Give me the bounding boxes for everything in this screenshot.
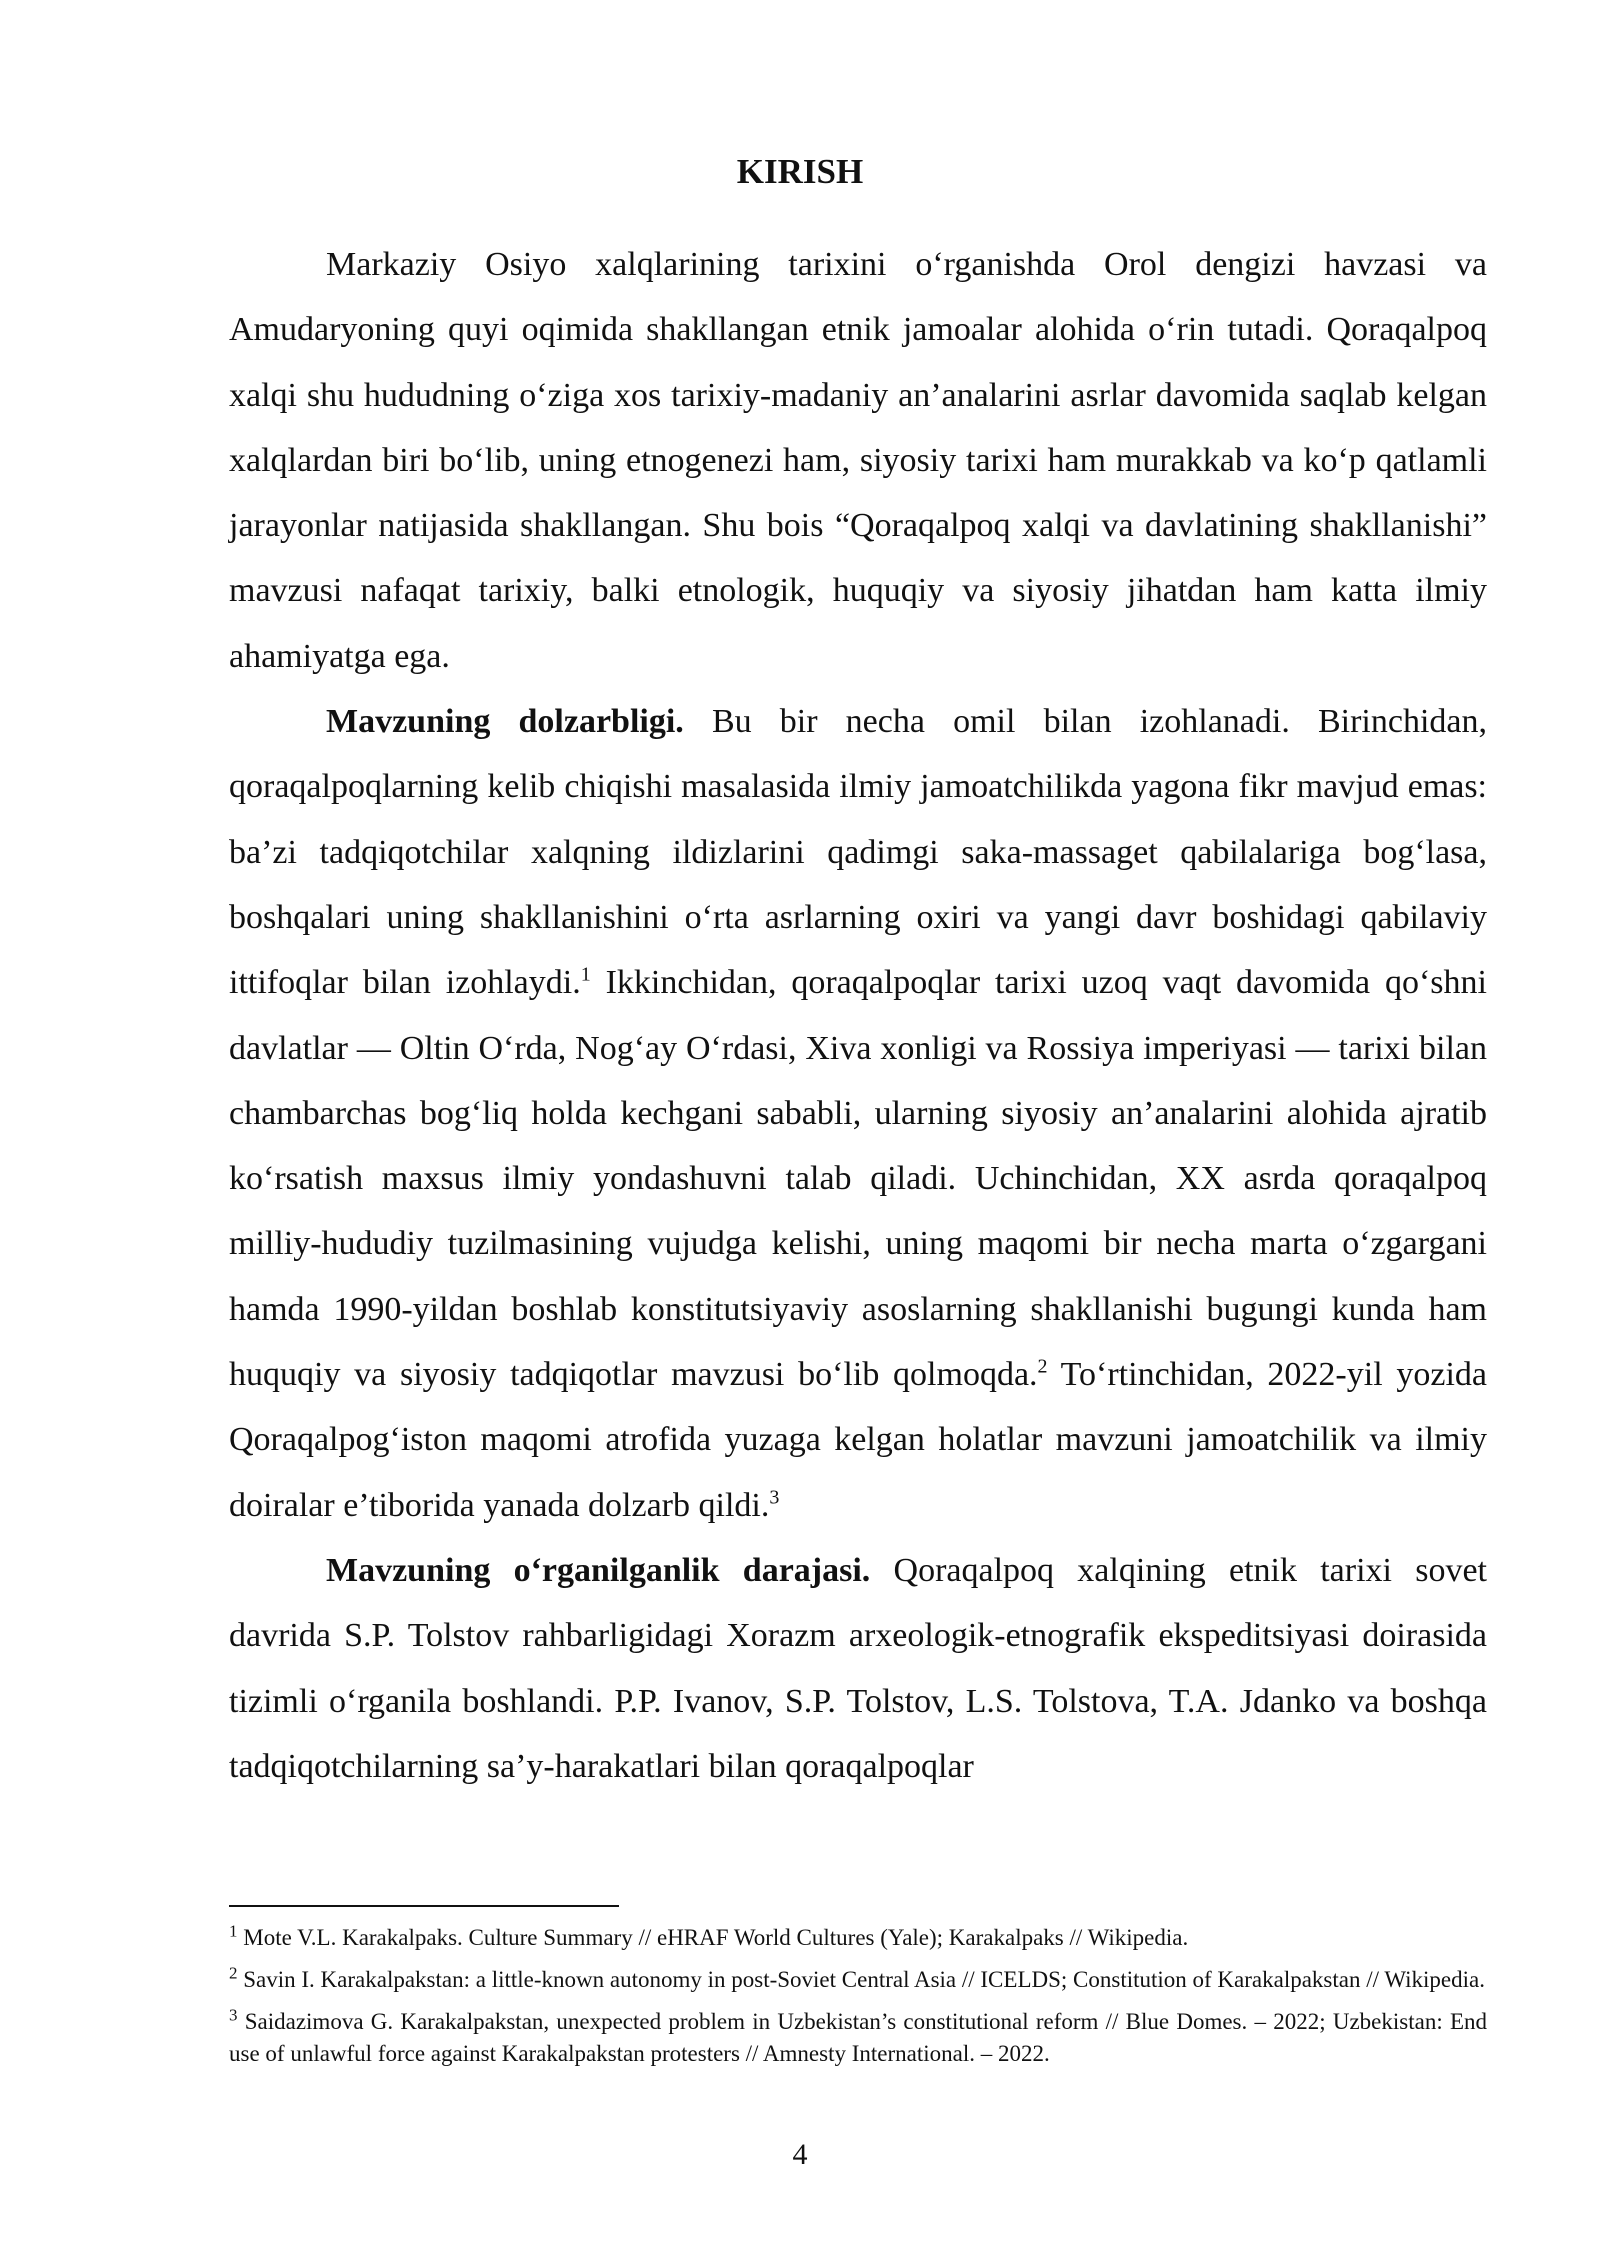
- paragraph-text: Ikkinchidan, qoraqalpoqlar tarixi uzoq vaqt davomida qo‘shni davlatlar — Oltin O‘rda, Nog‘ay O‘rdasi, Xiva xonligi va Rossiya imperiyasi — tarixi bilan chambarchas bog‘liq holda kechgani sababli, ularning siyosiy an’analarini alohida ajratib ko‘rsatish maxsus ilmiy yondashuvni talab qiladi. Uchinchidan, XX asrda qoraqalpoq milliy-hududiy tuzilmasining vujudga kelishi, uning maqomi bir necha marta o‘zgargani hamda 1990-yildan boshlab konstitutsiyaviy asoslarning shakllanishi bugungi kunda ham huquqiy va siyosiy tadqiqotlar mavzusi bo‘lib qolmoqda.: [229, 964, 1487, 1394]
- footnote-ref[interactable]: 3: [769, 1486, 780, 1509]
- footnote-number: 2: [229, 1963, 238, 1983]
- footnote: [229, 2006, 1487, 2070]
- paragraph-relevance: [229, 689, 1487, 1538]
- footnote-text: Saidazimova G. Karakalpakstan, unexpected problem in Uzbekistan’s constitutional reform // Blue Domes. – 2022; Uzbekistan: End use of unlawful force against Karakalpakstan protesters // Amnesty International. – 2022.: [229, 2009, 1487, 2066]
- footnote-separator: [229, 1905, 619, 1907]
- paragraph-text: Markaziy Osiyo xalqlarining tarixini o‘rganishda Orol dengizi havzasi va Amudaryoning quyi oqimida shakllangan etnik jamoalar alohida o‘rin tutadi. Qoraqalpoq xalqi shu hududning o‘ziga xos tarixiy-madaniy an’analarini asrlar davomida saqlab kelgan xalqlardan biri bo‘lib, uning etnogenezi ham, siyosiy tarixi ham murakkab va ko‘p qatlamli jarayonlar natijasida shakllangan. Shu bois “Qoraqalpoq xalqi va davlatining shakllanishi” mavzusi nafaqat tarixiy, balki etnologik, huquqiy va siyosiy jihatdan ham katta ilmiy ahamiyatga ega.: [229, 246, 1487, 675]
- page-number: 4: [792, 2138, 808, 2171]
- footnote-text: Savin I. Karakalpakstan: a little-known autonomy in post-Soviet Central Asia // ICELDS; Constitution of Karakalpakstan // Wikipedia.: [237, 1967, 1485, 1992]
- footnote-ref[interactable]: 1: [580, 963, 591, 986]
- footnotes: [229, 1922, 1487, 2080]
- footnote-number: 1: [229, 1921, 238, 1941]
- footnote-ref[interactable]: 2: [1037, 1355, 1048, 1378]
- footnote: [229, 1964, 1487, 1996]
- footnote-text: Mote V.L. Karakalpaks. Culture Summary // eHRAF World Cultures (Yale); Karakalpaks // Wikipedia.: [237, 1925, 1189, 1950]
- paragraph-study-degree: [229, 1538, 1487, 1799]
- footnote-number: 3: [229, 2005, 238, 2025]
- paragraph-text: To‘rtinchidan, 2022-yil yozida Qoraqalpog‘iston maqomi atrofida yuzaga kelgan holatlar mavzuni jamoatchilik va ilmiy doiralar e’tiborida yanada dolzarb qildi.: [229, 1356, 1487, 1524]
- paragraph-text: Qoraqalpoq xalqining etnik tarixi sovet davrida S.P. Tolstov rahbarligidagi Xorazm arxeologik-etnografik ekspeditsiyasi doirasida tizimli o‘rganila boshlandi. P.P. Ivanov, S.P. Tolstov, L.S. Tolstova, T.A. Jdanko va boshqa tadqiqotchilarning sa’y-harakatlari bilan qoraqalpoqlar: [229, 1551, 1488, 1785]
- paragraph-text: Bu bir necha omil bilan izohlanadi. Birinchidan, qoraqalpoqlarning kelib chiqishi masalasida ilmiy jamoatchilikda yagona fikr mavjud emas: ba’zi tadqiqotchilar xalqning ildizlarini qadimgi saka-massaget qabilalariga bog‘lasa, boshqalari uning shakllanishini o‘rta asrlarning oxiri va yangi davr boshidagi qabilaviy ittifoqlar bilan izohlaydi.: [229, 703, 1487, 1002]
- footnote: [229, 1922, 1487, 1954]
- paragraph-lead: Mavzuning dolzarbligi.: [326, 703, 684, 741]
- section-heading: KIRISH: [736, 152, 864, 191]
- paragraph-introduction: [229, 232, 1487, 689]
- paragraph-lead: Mavzuning o‘rganilganlik darajasi.: [326, 1551, 871, 1589]
- body-text: [229, 232, 1487, 1799]
